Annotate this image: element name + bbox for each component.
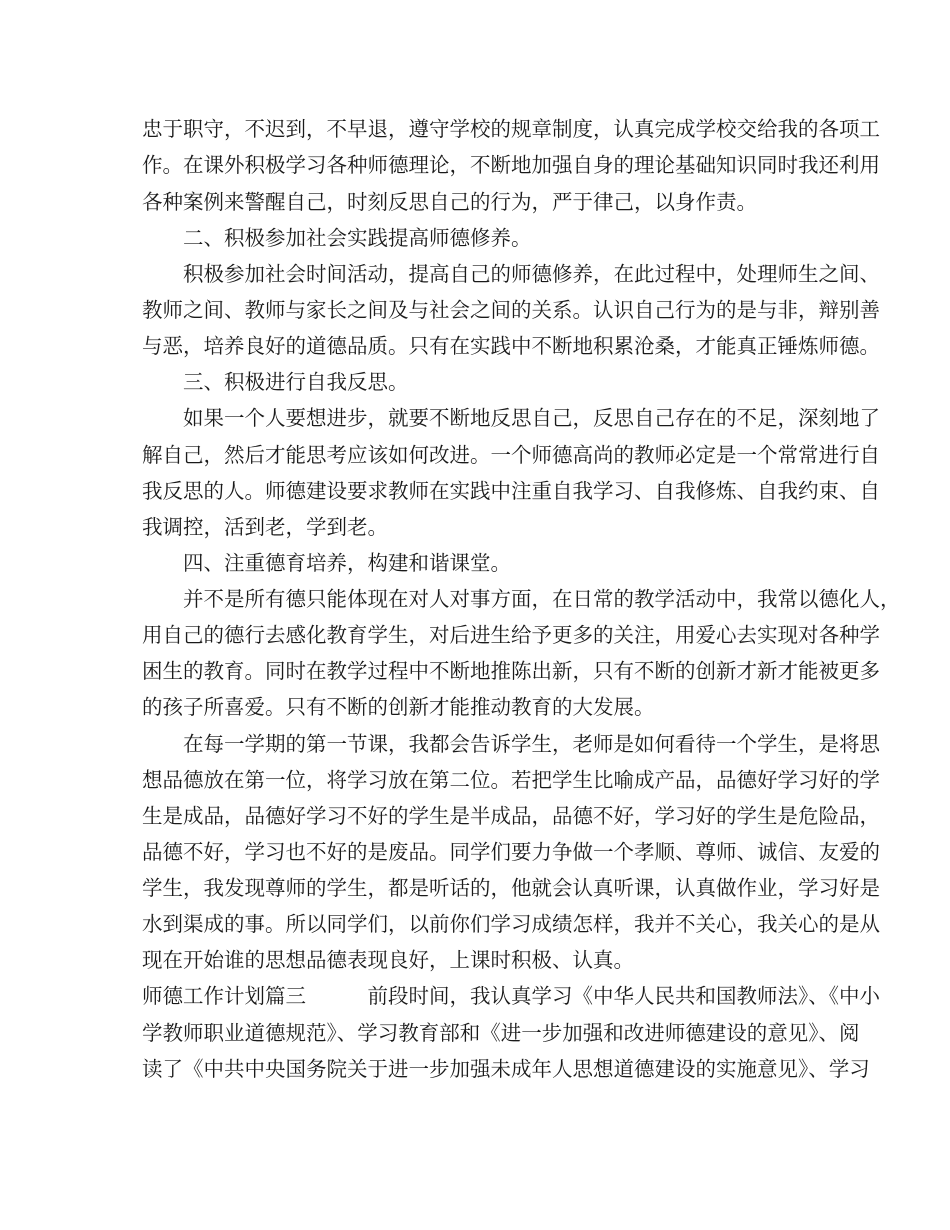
text-line: 并不是所有德只能体现在对人对事方面，在日常的教学活动中，我常以德化人， — [142, 587, 901, 611]
text-line: 解自己，然后才能思考应该如何改进。一个师德高尚的教师必定是一个常常进行自 — [142, 443, 880, 467]
section-heading: 二、积极参加社会实践提高师德修养。 — [142, 226, 532, 250]
text-line: 积极参加社会时间活动，提高自己的师德修养，在此过程中，处理师生之间、 — [142, 262, 880, 286]
text-line: 与恶，培养良好的道德品质。只有在实践中不断地积累沧桑，才能真正锤炼师德。 — [142, 334, 880, 358]
section-heading: 三、积极进行自我反思。 — [142, 370, 409, 394]
text-line: 水到渠成的事。所以同学们，以前你们学习成绩怎样，我并不关心，我关心的是从 — [142, 912, 880, 936]
text-line: 在每一学期的第一节课，我都会告诉学生，老师是如何看待一个学生，是将思 — [142, 732, 880, 756]
text-line: 困生的教育。同时在教学过程中不断地推陈出新，只有不断的创新才新才能被更多 — [142, 659, 880, 683]
text-line: 想品德放在第一位，将学习放在第二位。若把学生比喻成产品，品德好学习好的学 — [142, 768, 880, 792]
text-line: 生是成品，品德好学习不好的学生是半成品，品德不好，学习好的学生是危险品， — [142, 804, 880, 828]
text-line: 教师之间、教师与家长之间及与社会之间的关系。认识自己行为的是与非，辩别善 — [142, 298, 880, 322]
text-line: 学生，我发现尊师的学生，都是听话的，他就会认真听课，认真做作业，学习好是 — [142, 876, 880, 900]
text-line: 用自己的德行去感化教育学生，对后进生给予更多的关注，用爱心去实现对各种学 — [142, 623, 880, 647]
text-line: 品德不好，学习也不好的是废品。同学们要力争做一个孝顺、尊师、诚信、友爱的 — [142, 840, 880, 864]
text-line: 作。在课外积极学习各种师德理论，不断地加强自身的理论基础知识同时我还利用 — [142, 153, 880, 177]
text-line: 我反思的人。师德建设要求教师在实践中注重自我学习、自我修炼、自我约束、自 — [142, 479, 880, 503]
text-line: 学教师职业道德规范》、学习教育部和《进一步加强和改进师德建设的意见》、阅 — [142, 1021, 860, 1045]
text-line: 的孩子所喜爱。只有不断的创新才能推动教育的大发展。 — [142, 695, 655, 719]
text-line: 忠于职守，不迟到，不早退，遵守学校的规章制度，认真完成学校交给我的各项工 — [142, 117, 880, 141]
text-line: 读了《中共中央国务院关于进一步加强未成年人思想道德建设的实施意见》、学习 — [142, 1057, 870, 1081]
text-line: 如果一个人要想进步，就要不断地反思自己，反思自己存在的不足，深刻地了 — [142, 406, 880, 430]
text-line: 各种案例来警醒自己，时刻反思自己的行为，严于律己，以身作责。 — [142, 190, 757, 214]
text-line: 现在开始谁的思想品德表现良好，上课时积极、认真。 — [142, 948, 634, 972]
section-heading: 四、注重德育培养，构建和谐课堂。 — [142, 551, 511, 575]
text-line: 我调控，活到老，学到老。 — [142, 515, 388, 539]
section-title-line: 师德工作计划篇三 前段时间，我认真学习《中华人民共和国教师法》、《中小 — [142, 984, 880, 1008]
